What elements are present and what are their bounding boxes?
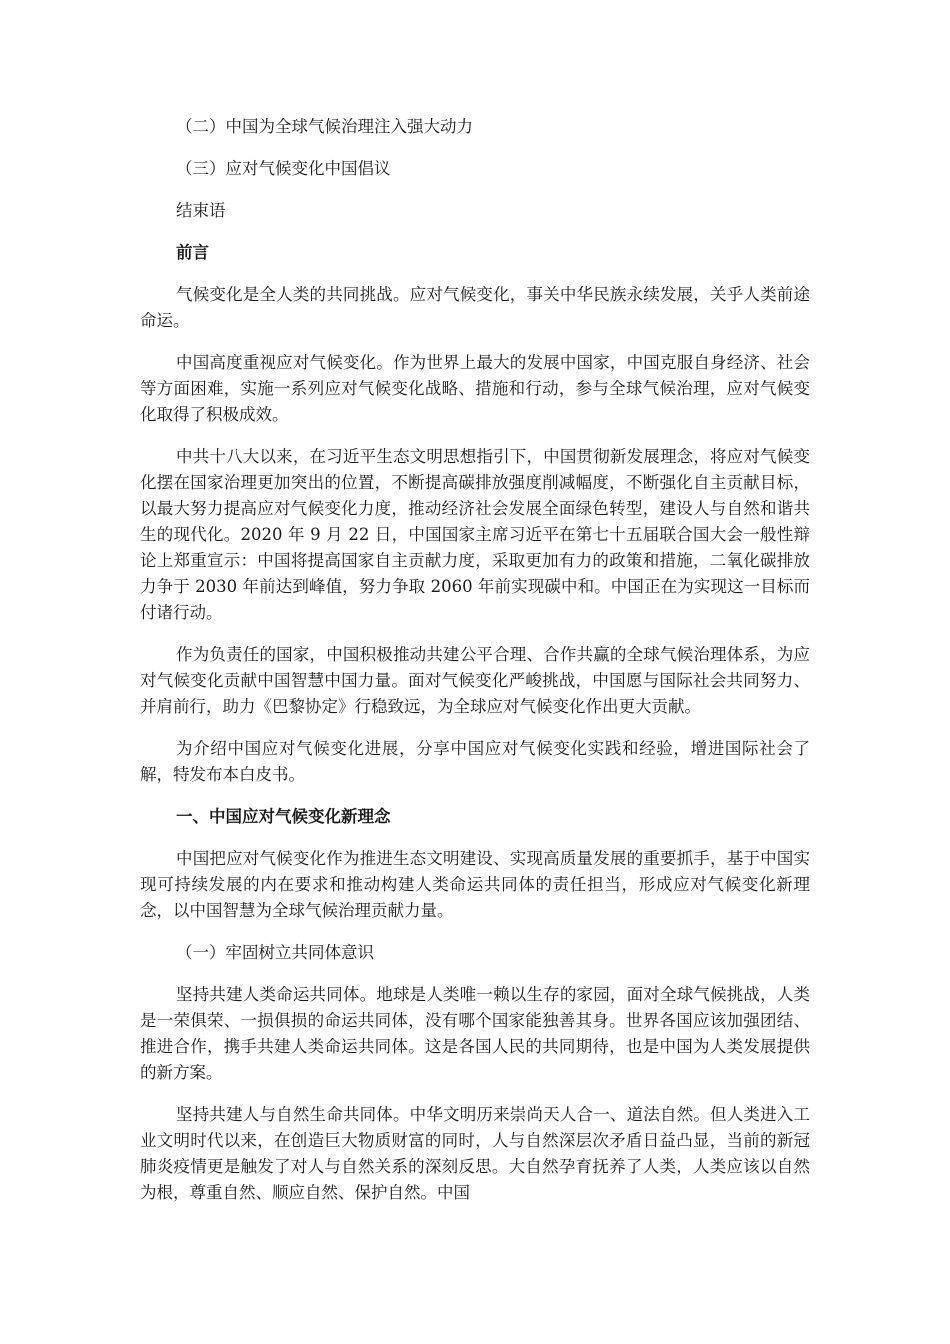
paragraph: 中国把应对气候变化作为推进生态文明建设、实现高质量发展的重要抓手，基于中国实现可持续发展的内在要求和推动构建人类命运共同体的责任担当，形成应对气候变化新理念，以中国智慧为全球气候治理贡献力量。 — [140, 849, 810, 920]
paragraph: 坚持共建人类命运共同体。地球是人类唯一赖以生存的家园，面对全球气候挑战，人类是一荣俱荣、一损俱损的命运共同体，没有哪个国家能独善其身。世界各国应该加强团结、推进合作，携手共建人类命运共同体。这是各国人民的共同期待，也是中国为人类发展提供的新方案。 — [140, 985, 810, 1082]
paragraph: 作为负责任的国家，中国积极推动共建公平合理、合作共赢的全球气候治理体系，为应对气候变化贡献中国智慧中国力量。面对气候变化严峻挑战，中国愿与国际社会共同努力、并肩前行，助力《巴黎协定》行稳致远，为全球应对气候变化作出更大贡献。 — [140, 645, 810, 716]
paragraph: 中国高度重视应对气候变化。作为世界上最大的发展中国家，中国克服自身经济、社会等方面困难，实施一系列应对气候变化战略、措施和行动，参与全球气候治理，应对气候变化取得了积极成效。 — [140, 353, 810, 424]
toc-item: 结束语 — [176, 201, 226, 220]
page-content — [140, 114, 810, 1222]
preface-heading: 前言 — [176, 243, 209, 262]
paragraph: 中共十八大以来，在习近平生态文明思想指引下，中国贯彻新发展理念，将应对气候变化摆在国家治理更加突出的位置，不断提高碳排放强度削减幅度，不断强化自主贡献目标，以最大努力提高应对气候变化力度，推动经济社会发展全面绿色转型，建设人与自然和谐共生的现代化。2020 年 9 月 22 日，中国国家主席习近平在第七十五届联合国大会一般性辩论上郑重宣示：中国将提高国家自主贡献力度，采取更加有力的政策和措施，二氧化碳排放力争于 2030 年前达到峰值，努力争取 2060 年前实现碳中和。中国正在为实现这一目标而付诸行动。 — [140, 447, 810, 622]
paragraph: 气候变化是全人类的共同挑战。应对气候变化，事关中华民族永续发展，关乎人类前途命运。 — [140, 285, 810, 330]
paragraph: 坚持共建人与自然生命共同体。中华文明历来崇尚天人合一、道法自然。但人类进入工业文明时代以来，在创造巨大物质财富的同时，人与自然深层次矛盾日益凸显，当前的新冠肺炎疫情更是触发了对人与自然关系的深刻反思。大自然孕育抚养了人类，人类应该以自然为根，尊重自然、顺应自然、保护自然。中国 — [140, 1105, 810, 1202]
toc-item: （二）中国为全球气候治理注入强大动力 — [176, 117, 473, 136]
paragraph: 为介绍中国应对气候变化进展，分享中国应对气候变化实践和经验，增进国际社会了解，特发布本白皮书。 — [140, 739, 810, 784]
toc-item: （三）应对气候变化中国倡议 — [176, 159, 391, 178]
subsection-heading: （一）牢固树立共同体意识 — [176, 943, 374, 962]
section-heading: 一、中国应对气候变化新理念 — [176, 807, 391, 826]
